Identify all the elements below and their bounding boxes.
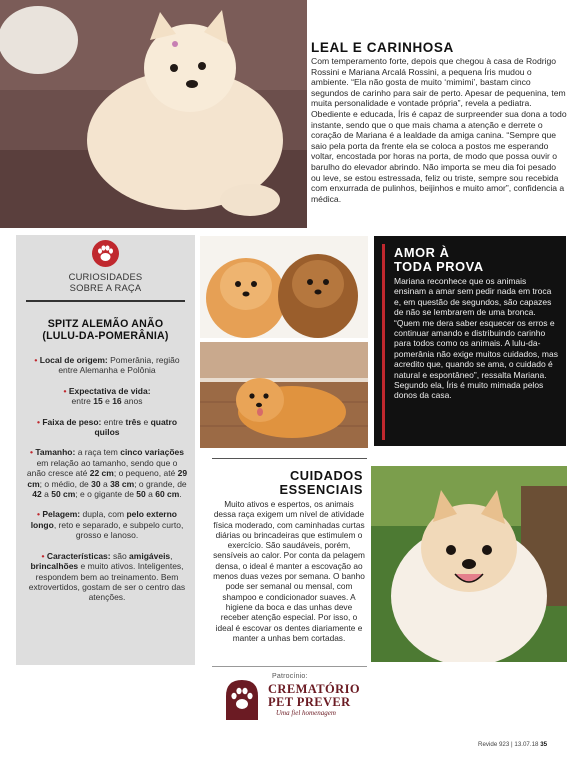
heading-amor-a-toda-prova: AMOR À TODA PROVA (394, 245, 484, 274)
fact-peso: • Faixa de peso: entre três e quatro quilos (36, 416, 178, 438)
separator-line-sponsor (212, 666, 367, 667)
fact-origem: • Local de origem: Pomerânia, região entre Alemanha e Polônia (34, 355, 180, 376)
photo-white-pomeranian-sofa (0, 0, 307, 228)
fact-expectativa: • Expectativa de vida: entre 15 e 16 anos (63, 385, 151, 407)
curiosidades-label: CURIOSIDADES SOBRE A RAÇA (68, 271, 143, 293)
heading-leal-e-carinhosa: LEAL E CARINHOSA (311, 40, 454, 55)
breed-facts (26, 355, 188, 613)
sidebar-curiosidades (16, 235, 195, 665)
breed-title: SPITZ ALEMÃO ANÃO (LULU-DA-POMERÂNIA) (42, 318, 169, 342)
fact-caracteristicas: • Características: são amigáveis, brincalhões e muito ativos. Inteligentes, respondem bem ao treinamento. Bem extrovertidos, gostam de ser o centro das atenções. (28, 550, 186, 603)
fact-tamanho: • Tamanho: a raça tem cinco variações em relação ao tamanho, sendo que o anão cresce até 22 cm; o pequeno, até 29 cm; o médio, de 30 a 38 cm; o grande, de 42 a 50 cm; e o gigante de 50 a 60 cm. (26, 447, 188, 500)
paragraph-amor: Mariana reconhece que os animais ensinam a amar sem pedir nada em troca e, em questão de segundos, são capazes de não se lembrarem de uma bronca. “Quem me dera saber esquecer os erros e continuar amando e distribuindo carinho para todos como os animais. A lulu-da-pomerânia não exige muitos cuidados, mas acredito que, quando se ama, o cuidado é natural e espontâneo”, ressalta Mariana. Segundo ela, Íris é muito mimada pelos donos da casa. (394, 276, 558, 401)
photo-orange-pomeranian-floor (200, 342, 368, 448)
footer-separator: | (511, 741, 513, 748)
sponsor-label: Patrocínio: (272, 673, 308, 680)
sidebar-divider (26, 300, 185, 302)
accent-bar (382, 244, 385, 440)
footer-date: 13.07.18 (514, 741, 539, 748)
paragraph-leal: Com temperamento forte, depois que chegou à casa de Rodrigo Rossini e Mariana Arcalá Rossini, a pequena Íris mudou o ambiente. “Ela não gosta de muito ‘mimimi’, bastam cinco segundos de carinho para sair de perto. Apesar de pequenina, tem muita personalidade e vontade própria”, revela a pediatra. Obediente e educada, Íris é capaz de surpreender sua dona a todo instante, sendo que o que mais chama a atenção e derrete o coração de Mariana é a lealdade da amiga canina. “Sempre que saio pela porta da frente ela se coloca a postos me esperando voltar, encostada por horas na porta, de modo que possa ouvir o barulho do elevador abrindo. Não importa se meu dia foi pesado ou leve, se estou estressada, feliz ou triste, sempre sou recebida com enxurrada de pulinhos, beijinhos e muito amor”, confidencia a médica. (311, 56, 567, 204)
fact-pelagem: • Pelagem: dupla, com pelo externo longo, reto e separado, e subpelo curto, grosso e lanoso. (30, 509, 184, 541)
sponsor-name: CREMATÓRIO PET PREVER (268, 682, 360, 709)
photo-smiling-pomeranian (371, 466, 567, 662)
heading-cuidados-essenciais: CUIDADOS ESSENCIAIS (279, 468, 363, 497)
page-number: 35 (540, 741, 548, 748)
paw-icon (92, 240, 119, 267)
sponsor-logo-icon (222, 676, 262, 723)
photo-two-puppies (200, 236, 368, 338)
footer-magazine: Revide 923 (478, 741, 510, 748)
page-footer (478, 741, 547, 748)
sponsor-tagline: Uma fiel homenagem (276, 709, 336, 717)
separator-line (212, 458, 367, 459)
section-leal-e-carinhosa (311, 40, 567, 204)
paragraph-cuidados: Muito ativos e espertos, os animais dessa raça exigem um nível de atividade física moderado, com caminhadas curtas diárias ou brincadeiras que estimulem o exercício. São saudáveis, porém, sensíveis ao calor. Por conta da pelagem densa, o ideal é manter a escovação ao menos duas vezes por semana. O banho pode ser semanal ou mensal, com shampoo e condicionador suaves. A higiene da boca e das unhas deve receber atenção especial. Por isso, o ideal é escovar os dentes diariamente e manter a unhas bem cortadas. (213, 499, 365, 643)
